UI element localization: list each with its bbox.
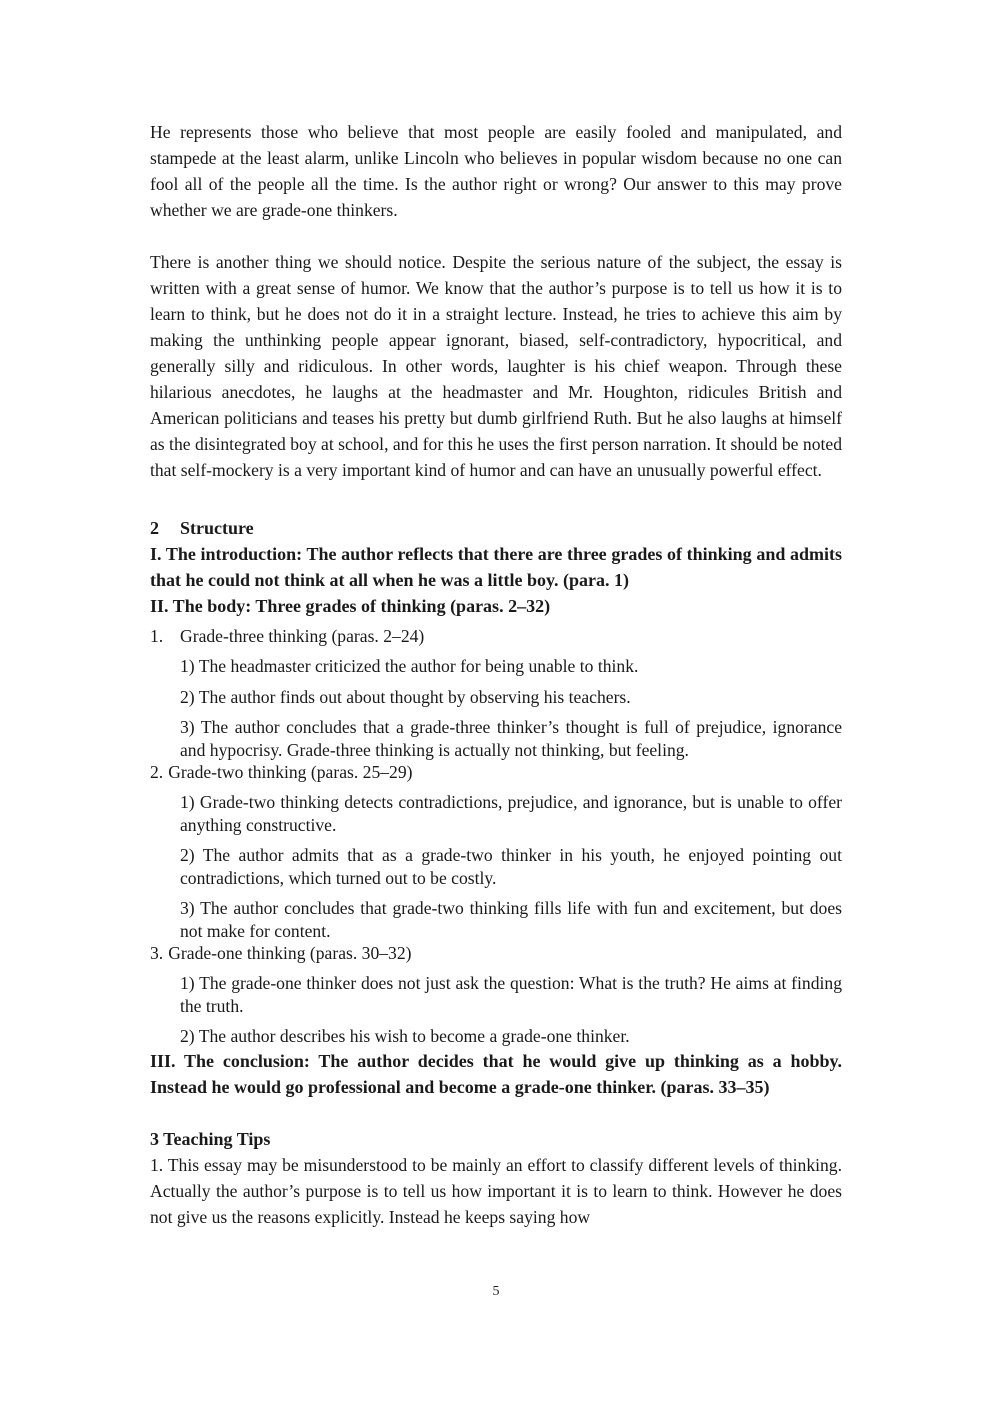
- grade-two-point-3: 3) The author concludes that grade-two thinking fills life with fun and excitement, but does not make for content.: [180, 898, 842, 941]
- grade-two-point-2: 2) The author admits that as a grade-two thinker in his youth, he enjoyed pointing out contradictions, which turned out to be costly.: [180, 845, 842, 888]
- structure-heading: [150, 515, 842, 541]
- grade-one-point-1: 1) The grade-one thinker does not just ask the question: What is the truth? He aims at finding the truth.: [180, 973, 842, 1016]
- grade-one-heading: [150, 942, 842, 964]
- structure-heading-number: 2: [150, 518, 159, 538]
- grade-two-label: Grade-two thinking (paras. 25–29): [168, 762, 413, 782]
- grade-three-heading: [150, 625, 842, 647]
- intro-paragraph-2: There is another thing we should notice. Despite the serious nature of the subject, the essay is written with a great sense of humor. We know that the author’s purpose is to tell us how it is to learn to think, but he does not do it in a straight lecture. Instead, he tries to achieve this aim by making the unthinking people appear ignorant, biased, self-contradictory, hypocritical, and generally silly and ridiculous. In other words, laughter is his chief weapon. Through these hilarious anecdotes, he laughs at the headmaster and Mr. Houghton, ridicules British and American politicians and teases his pretty but dumb girlfriend Ruth. But he also laughs at himself as the disintegrated boy at school, and for this he uses the first person narration. It should be noted that self-mockery is a very important kind of humor and can have an unusually powerful effect.: [150, 252, 842, 480]
- intro-paragraph-1: He represents those who believe that most people are easily fooled and manipulated, and stampede at the least alarm, unlike Lincoln who believes in popular wisdom because no one can fool all of the people all the time. Is the author right or wrong? Our answer to this may prove whether we are grade-one thinkers.: [150, 122, 842, 220]
- teaching-tips-heading: 3 Teaching Tips: [150, 1128, 271, 1149]
- grade-one-label: Grade-one thinking (paras. 30–32): [168, 943, 412, 963]
- structure-part-introduction: I. The introduction: The author reflects that there are three grades of thinking and admits that he could not think at all when he was a little boy. (para. 1): [150, 544, 842, 590]
- teaching-tips-paragraph: 1. This essay may be misunderstood to be mainly an effort to classify different levels of thinking. Actually the author’s purpose is to tell us how important it is to learn to think. However he does not give us the reasons explicitly. Instead he keeps saying how: [150, 1154, 842, 1227]
- structure-heading-title: Structure: [180, 518, 254, 538]
- grade-three-point-2: 2) The author finds out about thought by observing his teachers.: [180, 686, 631, 707]
- grade-two-heading: [150, 761, 842, 783]
- structure-part-body: II. The body: Three grades of thinking (paras. 2–32): [150, 596, 551, 616]
- grade-one-number: 3.: [150, 943, 164, 963]
- page-number: 5: [492, 1284, 500, 1299]
- grade-three-point-1: 1) The headmaster criticized the author for being unable to think.: [180, 656, 639, 676]
- grade-two-point-1: 1) Grade-two thinking detects contradictions, prejudice, and ignorance, but is unable to offer anything constructive.: [180, 792, 842, 835]
- grade-two-number: 2.: [150, 762, 164, 782]
- grade-three-label: Grade-three thinking (paras. 2–24): [180, 626, 425, 646]
- page-content: [150, 119, 842, 1230]
- grade-three-number: 1.: [150, 626, 164, 646]
- structure-part-conclusion: III. The conclusion: The author decides that he would give up thinking as a hobby. Instead he would go professional and become a grade-one thinker. (paras. 33–35): [150, 1050, 842, 1097]
- grade-one-point-2: 2) The author describes his wish to become a grade-one thinker.: [180, 1026, 630, 1046]
- grade-three-point-3: 3) The author concludes that a grade-three thinker’s thought is full of prejudice, ignorance and hypocrisy. Grade-three thinking is actually not thinking, but feeling.: [180, 717, 842, 760]
